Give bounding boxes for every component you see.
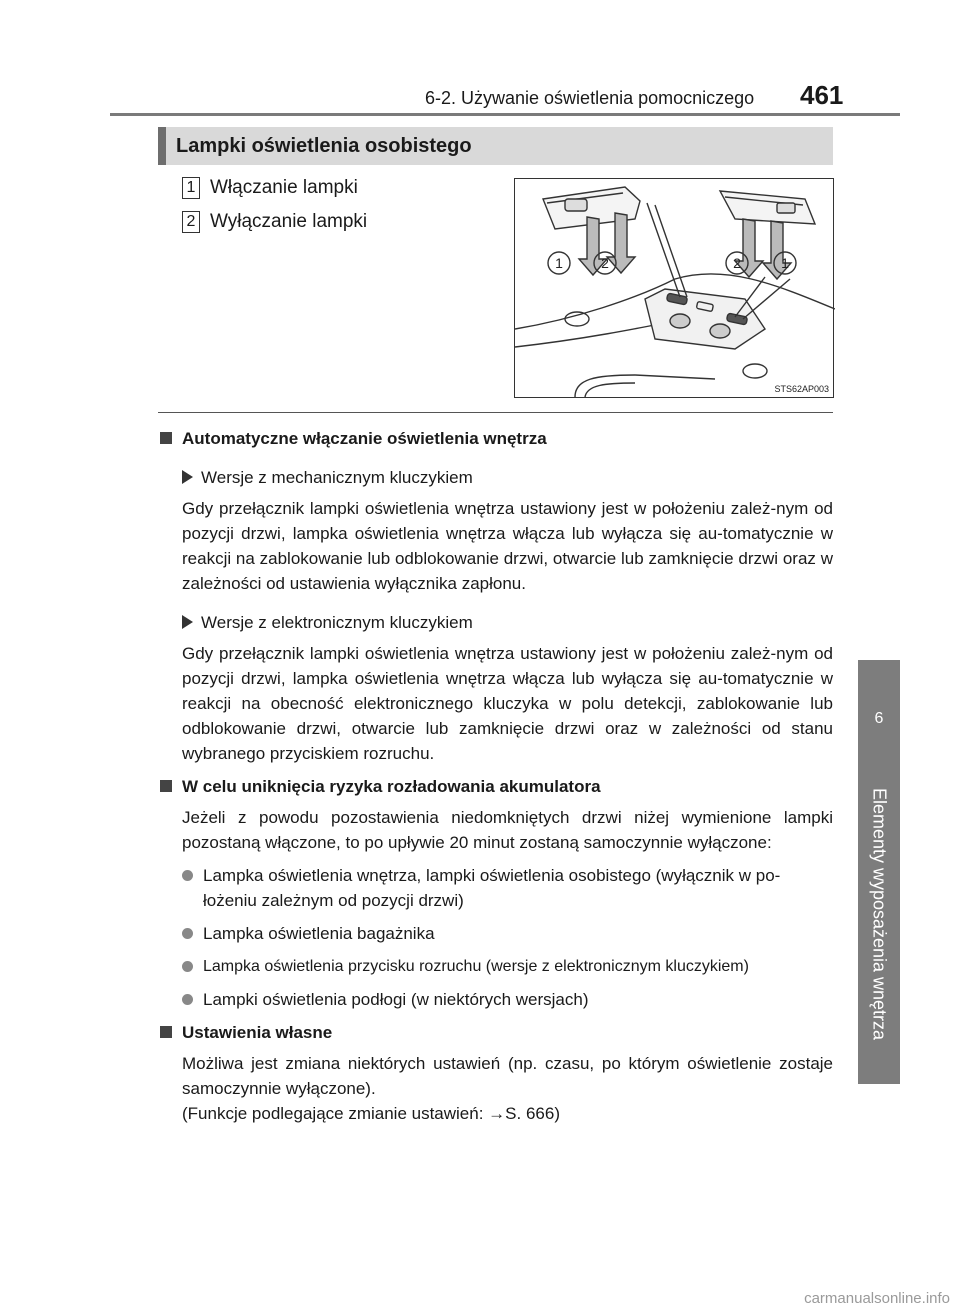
page-number: 461 xyxy=(800,80,844,110)
note-auto-para2: Gdy przełącznik lampki oświetlenia wnętrza ustawiony jest w położeniu zależ-nym od pozycji drzwi, lampka oświetlenia wnętrza włącza lub wyłącza się au-tomatycznie w reakcji na obecność elektronicznego kluczyka w polu detekcji, zablokowanie lub odblokowanie drzwi, otwarcie lub zamknięcie drzwi oraz w zależności od stanu wybranego przyciskiem rozruchu. xyxy=(182,644,833,763)
square-bullet-icon xyxy=(160,1026,172,1038)
figure-code: STS62AP003 xyxy=(774,384,829,394)
illustration-personal-lamps xyxy=(514,178,834,398)
step-2 xyxy=(182,211,367,233)
chapter-tab-title xyxy=(858,744,900,1084)
callout-right-1: 1 xyxy=(781,255,789,271)
note-battery-para: Jeżeli z powodu pozostawienia niedomkniętych drzwi niżej wymienione lampki pozostaną włączone, to po upływie 20 minut zostaną samoczynnie wyłączone: xyxy=(182,808,833,852)
note-auto-heading: Automatyczne włączanie oświetlenia wnętrza xyxy=(158,426,833,451)
square-bullet-icon xyxy=(160,780,172,792)
list-item: Lampki oświetlenia podłogi (w niektórych wersjach) xyxy=(182,987,833,1012)
triangle-bullet-icon xyxy=(182,615,193,629)
notes-content xyxy=(158,426,833,1126)
chapter-tab-number xyxy=(858,660,900,744)
square-bullet-icon xyxy=(160,432,172,444)
circle-bullet-icon xyxy=(182,928,193,939)
circle-bullet-icon xyxy=(182,870,193,881)
callout-left-2: 2 xyxy=(601,255,609,271)
note-auto-sub2: Wersje z elektronicznym kluczykiem xyxy=(182,610,833,635)
circle-bullet-icon xyxy=(182,961,193,972)
section-heading xyxy=(158,127,833,165)
triangle-bullet-icon xyxy=(182,470,193,484)
header-title: 6-2. Używanie oświetlenia pomocniczego xyxy=(425,88,755,108)
header-divider xyxy=(110,113,900,116)
illustration-drawing xyxy=(515,179,835,399)
note-custom-ref: (Funkcje podlegające zmianie ustawień: →S. 666) xyxy=(182,1104,560,1123)
section-heading-text: Lampki oświetlenia osobistego xyxy=(176,135,472,157)
note-battery-heading: W celu uniknięcia ryzyka rozładowania akumulatora xyxy=(158,774,833,799)
chapter-number: 6 xyxy=(874,710,884,727)
step-2-number: 2 xyxy=(182,211,200,233)
note-auto-sub1: Wersje z mechanicznym kluczykiem xyxy=(182,465,833,490)
step-1-number: 1 xyxy=(182,177,200,199)
circle-bullet-icon xyxy=(182,994,193,1005)
content-divider xyxy=(158,412,833,413)
step-1-label: Włączanie lampki xyxy=(210,177,358,198)
list-item: Lampka oświetlenia przycisku rozruchu (wersje z elektronicznym kluczykiem) xyxy=(182,954,833,979)
step-1 xyxy=(182,177,358,199)
note-auto-para1: Gdy przełącznik lampki oświetlenia wnętrza ustawiony jest w położeniu zależ-nym od pozycji drzwi, lampka oświetlenia wnętrza włącza lub wyłącza się au-tomatycznie w reakcji na zablokowanie lub odblokowanie drzwi, otwarcie lub zamknięcie drzwi oraz w zależności od ustawienia wyłącznika zapłonu. xyxy=(182,499,833,593)
step-2-label: Wyłączanie lampki xyxy=(210,211,368,232)
watermark: carmanualsonline.info xyxy=(804,1290,950,1307)
chapter-title: Elementy wyposażenia wnętrza xyxy=(869,787,890,1041)
list-item: Lampka oświetlenia bagażnika xyxy=(182,921,833,946)
note-custom-heading: Ustawienia własne xyxy=(158,1020,833,1045)
list-item: Lampka oświetlenia wnętrza, lampki oświetlenia osobistego (wyłącznik w po-łożeniu zależnym od pozycji drzwi) xyxy=(182,863,833,913)
callout-right-2: 2 xyxy=(733,255,741,271)
section-heading-bar xyxy=(158,127,166,165)
note-custom-para: Możliwa jest zmiana niektórych ustawień (np. czasu, po którym oświetlenie zostaje samoczynnie wyłączone). xyxy=(182,1054,833,1098)
callout-left-1: 1 xyxy=(555,255,563,271)
